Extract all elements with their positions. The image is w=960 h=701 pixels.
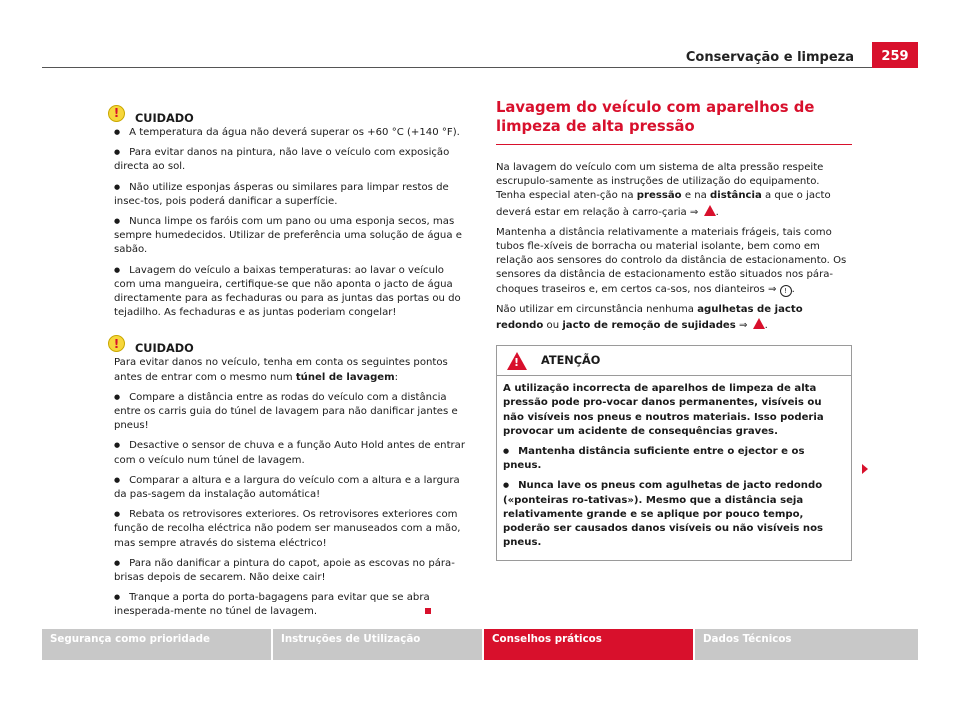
warning-triangle-icon[interactable]	[753, 318, 765, 329]
caution-item: ● Nunca limpe os faróis com um pano ou uma esponja secos, mas sempre humedecidos. Utilizar de preferência uma solução de água e sabão.	[114, 215, 468, 258]
warning-body	[497, 376, 851, 560]
warning-triangle-icon: !	[507, 352, 527, 370]
warning-label: ATENÇÃO	[541, 354, 601, 368]
attention-circle-icon[interactable]: !	[780, 285, 792, 297]
caution-item: ● Compare a distância entre as rodas do veículo com a distância entre os carris guia do túnel de lavagem para não danificar jantes e pneus!	[114, 391, 468, 434]
footer-tab-safety[interactable]: Segurança como prioridade	[42, 629, 271, 660]
page-header-title: Conservação e limpeza	[685, 50, 854, 65]
paragraph: Na lavagem do veículo com um sistema de alta pressão respeite escrupulo-samente as instruções de utilização do equipamento. Tenha especial aten-ção na pressão e na distância a que o jacto deverá estar em relação à carro-çaria ⇒ .	[496, 162, 831, 218]
caution-item: ● Rebata os retrovisores exteriores. Os retrovisores exteriores com função de recolha eléctrica não podem ser manuseados com a mão, mas sempre através do sistema eléctrico!	[114, 508, 468, 551]
caution-item: ● A temperatura da água não deverá superar os +60 °C (+140 °F).	[114, 126, 468, 140]
paragraph: Não utilizar em circunstância nenhuma agulhetas de jacto redondo ou jacto de remoção de sujidades ⇒ .	[496, 303, 803, 332]
section-end-marker-icon	[425, 608, 431, 614]
footer-tab-technical-data[interactable]: Dados Técnicos	[695, 629, 918, 660]
warning-box	[496, 345, 852, 561]
warning-item: ● Mantenha distância suficiente entre o ejector e os pneus.	[503, 445, 843, 473]
caution-item: ● Desactive o sensor de chuva e a função Auto Hold antes de entrar com o veículo num túnel de lavagem.	[114, 439, 468, 467]
caution-label: CUIDADO	[135, 342, 194, 356]
caution-heading-2	[108, 332, 468, 356]
caution-item: ● Para evitar danos na pintura, não lave o veículo com exposição directa ao sol.	[114, 146, 468, 174]
footer-tab-practical-tips[interactable]: Conselhos práticos	[484, 629, 693, 660]
paragraph: Mantenha a distância relativamente a materiais frágeis, tais como tubos fle-xíveis de borracha ou material isolante, bem como em relação aos sensores do controlo da distância de estacionamento. Os sensores da distância de estacionamento estão situados nos pára-choques traseiros e, em certos ca-sos, nos dianteiros ⇒ ! .	[496, 226, 847, 295]
caution-intro: Para evitar danos no veículo, tenha em conta os seguintes pontos antes de entrar com o mesmo num túnel de lavagem:	[114, 357, 448, 383]
caution-item: ● Não utilize esponjas ásperas ou similares para limpar restos de insec-tos, pois poderá danificar a superfície.	[114, 181, 468, 209]
continue-arrow-icon	[862, 464, 868, 474]
caution-item-last: ● Tranque a porta do porta-bagagens para evitar que se abra inesperada-mente no túnel de lavagem.	[114, 591, 468, 619]
caution-label: CUIDADO	[135, 111, 194, 125]
warning-triangle-icon[interactable]	[704, 205, 716, 216]
caution-exclamation-icon: !	[108, 335, 125, 352]
caution-exclamation-icon: !	[108, 105, 125, 122]
caution-heading-1	[108, 102, 468, 125]
warning-text: A utilização incorrecta de aparelhos de limpeza de alta pressão pode pro-vocar danos permanentes, visíveis ou não visíveis nos pneus e noutros materiais. Isso poderia provocar um acidente de consequências graves.	[503, 383, 824, 437]
caution-item: ● Lavagem do veículo a baixas temperaturas: ao lavar o veículo com uma mangueira, certifique-se que não aponta o jacto de água directamente para as fechaduras ou para as juntas das portas ou do tejadilho. As fechaduras e as juntas poderiam congelar!	[114, 264, 468, 321]
caution-item: ● Comparar a altura e a largura do veículo com a altura e a largura da pas-sagem da instalação automática!	[114, 474, 468, 502]
warning-item: ● Nunca lave os pneus com agulhetas de jacto redondo («ponteiras ro-tativas»). Mesmo que a distância seja relativamente grande e se aplique por pouco tempo, poderão ser causados danos visíveis ou não visíveis nos pneus.	[503, 479, 843, 550]
right-column	[496, 98, 852, 561]
page-number: 259	[872, 42, 918, 68]
section-title: Lavagem do veículo com aparelhos de limpeza de alta pressão	[496, 98, 852, 145]
header-divider	[42, 67, 872, 68]
footer-nav	[42, 629, 918, 660]
footer-tab-instructions[interactable]: Instruções de Utilização	[273, 629, 482, 660]
warning-heading	[497, 346, 851, 376]
left-column	[114, 102, 468, 626]
caution-item: ● Para não danificar a pintura do capot, apoie as escovas no pára-brisas depois de secarem. Não deixe cair!	[114, 557, 468, 585]
